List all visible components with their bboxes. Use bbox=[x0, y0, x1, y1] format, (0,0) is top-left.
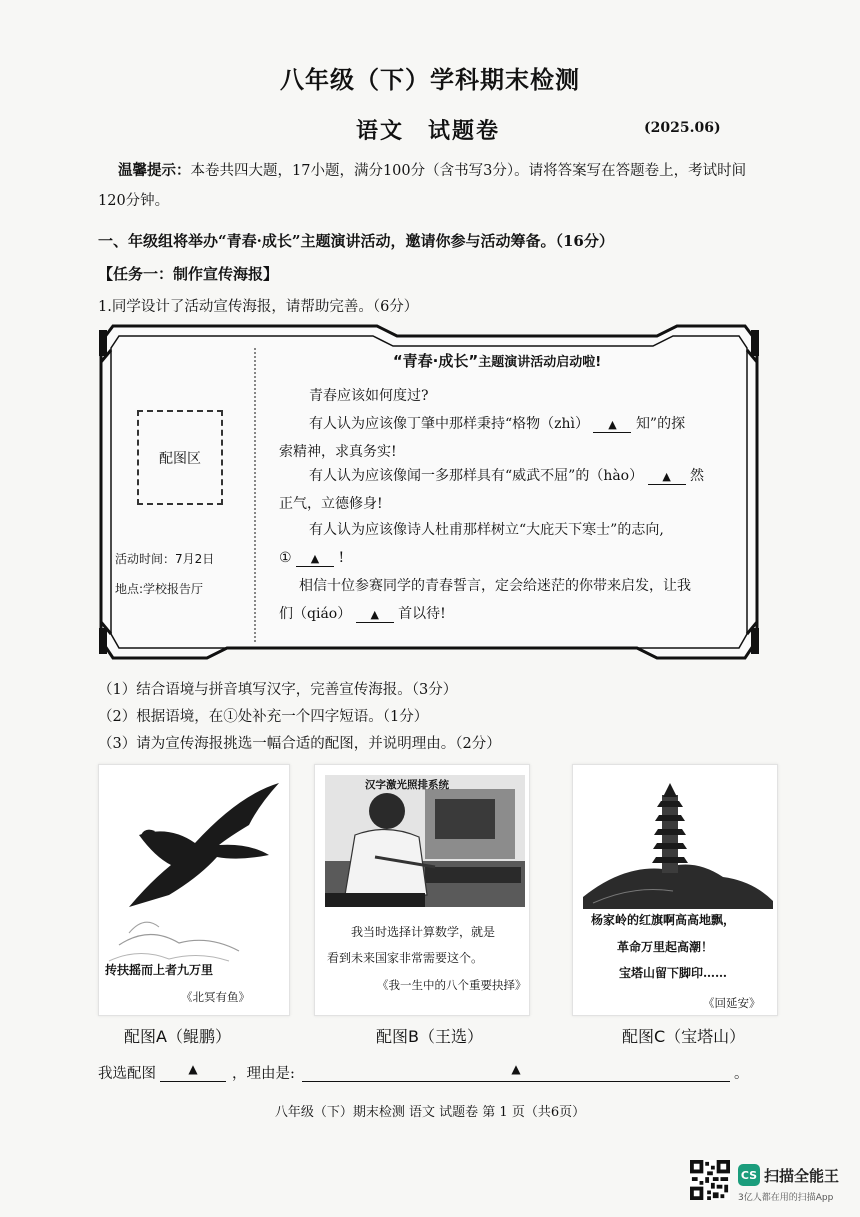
sub-question-3: （3）请为宣传海报挑选一幅合适的配图，并说明理由。（2分） bbox=[98, 736, 501, 752]
poster-para-1: 青春应该如何度过? bbox=[309, 388, 429, 404]
poster-para-5: 相信十位参赛同学的青春誓言，定会给迷茫的你带来启发，让我 bbox=[299, 578, 691, 594]
picture-c-text-2: 革命万里起高潮！ bbox=[617, 940, 714, 954]
poster-para-4: 有人认为应该像诗人杜甫那样树立“大庇天下寒士”的志向, bbox=[309, 522, 664, 538]
blank-hao[interactable]: ▲ bbox=[648, 470, 686, 485]
notice-label: 温馨提示： bbox=[118, 162, 191, 179]
notice-text: 本卷共四大题，17小题，满分100分（含书写3分）。请将答案写在答题卷上，考试时间120分钟。 bbox=[98, 163, 747, 209]
exam-date: (2025.06) bbox=[644, 120, 721, 136]
picture-b-header: 汉字激光照排系统 bbox=[365, 779, 449, 791]
picture-b-text-1: 我当时选择计算数学，就是 bbox=[351, 925, 496, 939]
poster-para-3b: 然 bbox=[690, 468, 705, 484]
poster-para-2c: 索精神，求真务实! bbox=[279, 444, 397, 460]
poster-para-5b bbox=[279, 604, 446, 624]
picture-a-kunpeng[interactable] bbox=[98, 764, 290, 1016]
task-1-heading: 【任务一：制作宣传海报】 bbox=[98, 265, 279, 283]
picture-a-text: 抟扶摇而上者九万里 bbox=[105, 963, 214, 977]
poster-para-5b-a: 们（qiáo） bbox=[279, 606, 352, 622]
answer-prefix: 我选配图 bbox=[98, 1066, 156, 1082]
question-1: 1.同学设计了活动宣传海报，请帮助完善。（6分） bbox=[98, 299, 419, 315]
poster-para-2b: 知”的探 bbox=[635, 416, 686, 432]
poster-heading-rest: 主题演讲活动启动啦! bbox=[478, 355, 602, 370]
poster-para-3c: 正气，立德修身! bbox=[279, 496, 383, 512]
qr-code-icon bbox=[690, 1160, 730, 1200]
picture-a-caption: 配图A（鲲鹏） bbox=[124, 1027, 231, 1046]
blank-qiao[interactable]: ▲ bbox=[356, 608, 394, 623]
poster-event-time: 活动时间：7月2日 bbox=[115, 552, 215, 566]
picture-c-caption: 配图C（宝塔山） bbox=[622, 1027, 746, 1046]
picture-b-caption: 配图B（王选） bbox=[376, 1027, 483, 1046]
promo-poster bbox=[97, 322, 761, 662]
answer-line bbox=[98, 1062, 748, 1086]
sub-question-1: （1）结合语境与拼音填写汉字，完善宣传海报。（3分） bbox=[98, 682, 458, 698]
poster-para-4b-end: ! bbox=[338, 550, 345, 566]
poster-para-4b bbox=[279, 548, 344, 568]
picture-b-source: 《我一生中的八个重要抉择》 bbox=[377, 978, 527, 992]
answer-end: 。 bbox=[734, 1066, 749, 1082]
sub-question-2: （2）根据语境，在①处补充一个四字短语。（1分） bbox=[98, 709, 429, 725]
poster-heading bbox=[257, 350, 737, 371]
picture-c-text-3: 宝塔山留下脚印…… bbox=[619, 966, 728, 980]
poster-heading-quote: “青春·成长” bbox=[392, 352, 479, 370]
reason-blank[interactable]: ▲ bbox=[302, 1062, 730, 1082]
picture-b-wangxuan[interactable] bbox=[314, 764, 530, 1016]
picture-c-baotashan[interactable] bbox=[572, 764, 778, 1016]
blank-phrase[interactable]: ▲ bbox=[296, 552, 334, 567]
scanner-watermark bbox=[690, 1160, 850, 1206]
page-footer: 八年级（下）期末检测 语文 试题卷 第 1 页（共6页） bbox=[274, 1105, 586, 1120]
poster-para-2 bbox=[309, 414, 685, 434]
page-title: 八年级（下）学科期末检测 bbox=[280, 65, 580, 94]
camscanner-logo: CS bbox=[738, 1164, 760, 1186]
eagle-illustration bbox=[99, 765, 290, 1016]
answer-middle: ，理由是: bbox=[232, 1066, 295, 1082]
picture-c-source: 《回延安》 bbox=[703, 996, 761, 1010]
poster-para-3 bbox=[309, 466, 704, 486]
poster-para-5b-b: 首以待! bbox=[398, 606, 446, 622]
picture-choice-blank[interactable]: ▲ bbox=[160, 1062, 226, 1082]
picture-c-text-1: 杨家岭的红旗啊高高地飘， bbox=[591, 913, 736, 927]
poster-image-area: 配图区 bbox=[137, 410, 223, 505]
blank-1-number: ① bbox=[279, 550, 292, 566]
section-1-heading: 一、年级组将举办“青春·成长”主题演讲活动，邀请你参与活动筹备。（16分） bbox=[98, 232, 614, 250]
poster-event-place: 地点:学校报告厅 bbox=[115, 582, 204, 596]
poster-para-2a: 有人认为应该像丁肇中那样秉持“格物（zhì） bbox=[309, 416, 590, 432]
scanner-app-name: 扫描全能王 bbox=[764, 1167, 840, 1185]
picture-b-text-2: 看到未来国家非常需要这个。 bbox=[327, 951, 484, 965]
exam-notice bbox=[98, 156, 758, 216]
picture-a-source: 《北冥有鱼》 bbox=[181, 990, 250, 1004]
page-subtitle: 语文 试题卷 bbox=[356, 118, 501, 144]
poster-para-3a: 有人认为应该像闻一多那样具有“威武不屈”的（hào） bbox=[309, 468, 644, 484]
blank-zhi[interactable]: ▲ bbox=[593, 418, 631, 433]
scanner-tagline: 3亿人都在用的扫描App bbox=[738, 1193, 834, 1203]
